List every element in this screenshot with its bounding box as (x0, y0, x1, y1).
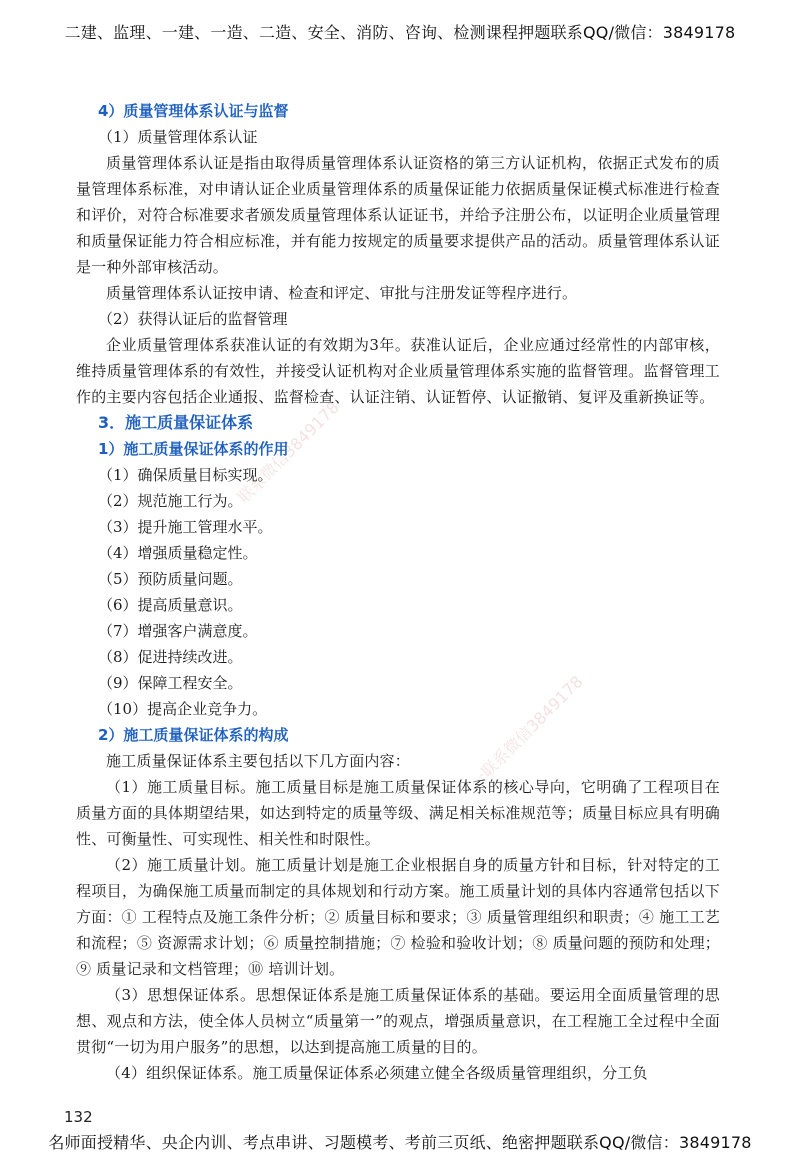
page-number: 132 (64, 1108, 93, 1126)
subsection-title: （2）获得认证后的监督管理 (98, 310, 288, 328)
subsection-heading: 2）施工质量保证体系的构成 (98, 726, 289, 744)
paragraph: （2）施工质量计划。施工质量计划是施工企业根据自身的质量方针和目标，针对特定的工程项目，为确保施工质量而制定的具体规划和行动方案。施工质量计划的具体内容通常包括以下方面：① 工程特点及施工条件分析；② 质量目标和要求；③ 质量管理组织和职责；④ 施工工艺和流程；⑤ 资源需求计划；⑥ 质量控制措施；⑦ 检验和验收计划；⑧ 质量问题的预防和处理；⑨ 质量记录和文档管理；⑩ 培训计划。 (76, 856, 720, 978)
watermark: 一联系微信3849178 (466, 672, 587, 793)
list-item: （10）提高企业竞争力。 (98, 700, 268, 718)
paragraph: （4）组织保证体系。施工质量保证体系必须建立健全各级质量管理组织，分工负 (106, 1064, 648, 1082)
page-content (76, 98, 720, 1086)
list-item: （2）规范施工行为。 (98, 492, 243, 510)
list-item: （4）增强质量稳定性。 (98, 544, 258, 562)
paragraph: 质量管理体系认证是指由取得质量管理体系认证资格的第三方认证机构，依据正式发布的质量管理体系标准，对申请认证企业质量管理体系的质量保证能力依据质量保证模式标准进行检查和评价，对符合标准要求者颁发质量管理体系认证证书，并给予注册公布，以证明企业质量管理和质量保证能力符合相应标准，并有能力按规定的质量要求提供产品的活动。质量管理体系认证是一种外部审核活动。 (76, 154, 720, 276)
paragraph: 企业质量管理体系获准认证的有效期为3年。获准认证后，企业应通过经常性的内部审核，维持质量管理体系的有效性，并接受认证机构对企业质量管理体系实施的监督管理。监督管理工作的主要内容包括企业通报、监督检查、认证注销、认证暂停、认证撤销、复评及重新换证等。 (76, 336, 720, 406)
subsection-heading: 1）施工质量保证体系的作用 (98, 440, 289, 458)
section-heading: 4）质量管理体系认证与监督 (98, 102, 289, 120)
list-item: （1）确保质量目标实现。 (98, 466, 273, 484)
list-item: （9）保障工程安全。 (98, 674, 243, 692)
paragraph: （1）施工质量目标。施工质量目标是施工质量保证体系的核心导向，它明确了工程项目在质量方面的具体期望结果，如达到特定的质量等级、满足相关标准规范等；质量目标应具有明确性、可衡量性、可实现性、相关性和时限性。 (76, 778, 720, 848)
paragraph: （3）思想保证体系。思想保证体系是施工质量保证体系的基础。要运用全面质量管理的思想、观点和方法，使全体人员树立“质量第一”的观点，增强质量意识，在工程施工全过程中全面贯彻“一切为用户服务”的思想，以达到提高施工质量的目的。 (76, 986, 720, 1056)
section-heading: 3．施工质量保证体系 (98, 413, 254, 432)
subsection-title: （1）质量管理体系认证 (98, 128, 258, 146)
paragraph: 质量管理体系认证按申请、检查和评定、审批与注册发证等程序进行。 (106, 284, 578, 302)
list-item: （5）预防质量问题。 (98, 570, 243, 588)
list-item: （8）促进持续改进。 (98, 648, 243, 666)
footer-banner: 名师面授精华、央企内训、考点串讲、习题模考、考前三页纸、绝密押题联系QQ/微信：3849178 (48, 1133, 752, 1152)
header-banner: 二建、监理、一建、一造、二造、安全、消防、咨询、检测课程押题联系QQ/微信：3849178 (64, 23, 736, 42)
list-item: （7）增强客户满意度。 (98, 622, 258, 640)
list-item: （6）提高质量意识。 (98, 596, 243, 614)
paragraph: 施工质量保证体系主要包括以下几方面内容： (106, 752, 411, 770)
watermark: 联系微信3849178 (233, 397, 343, 507)
list-item: （3）提升施工管理水平。 (98, 518, 273, 536)
